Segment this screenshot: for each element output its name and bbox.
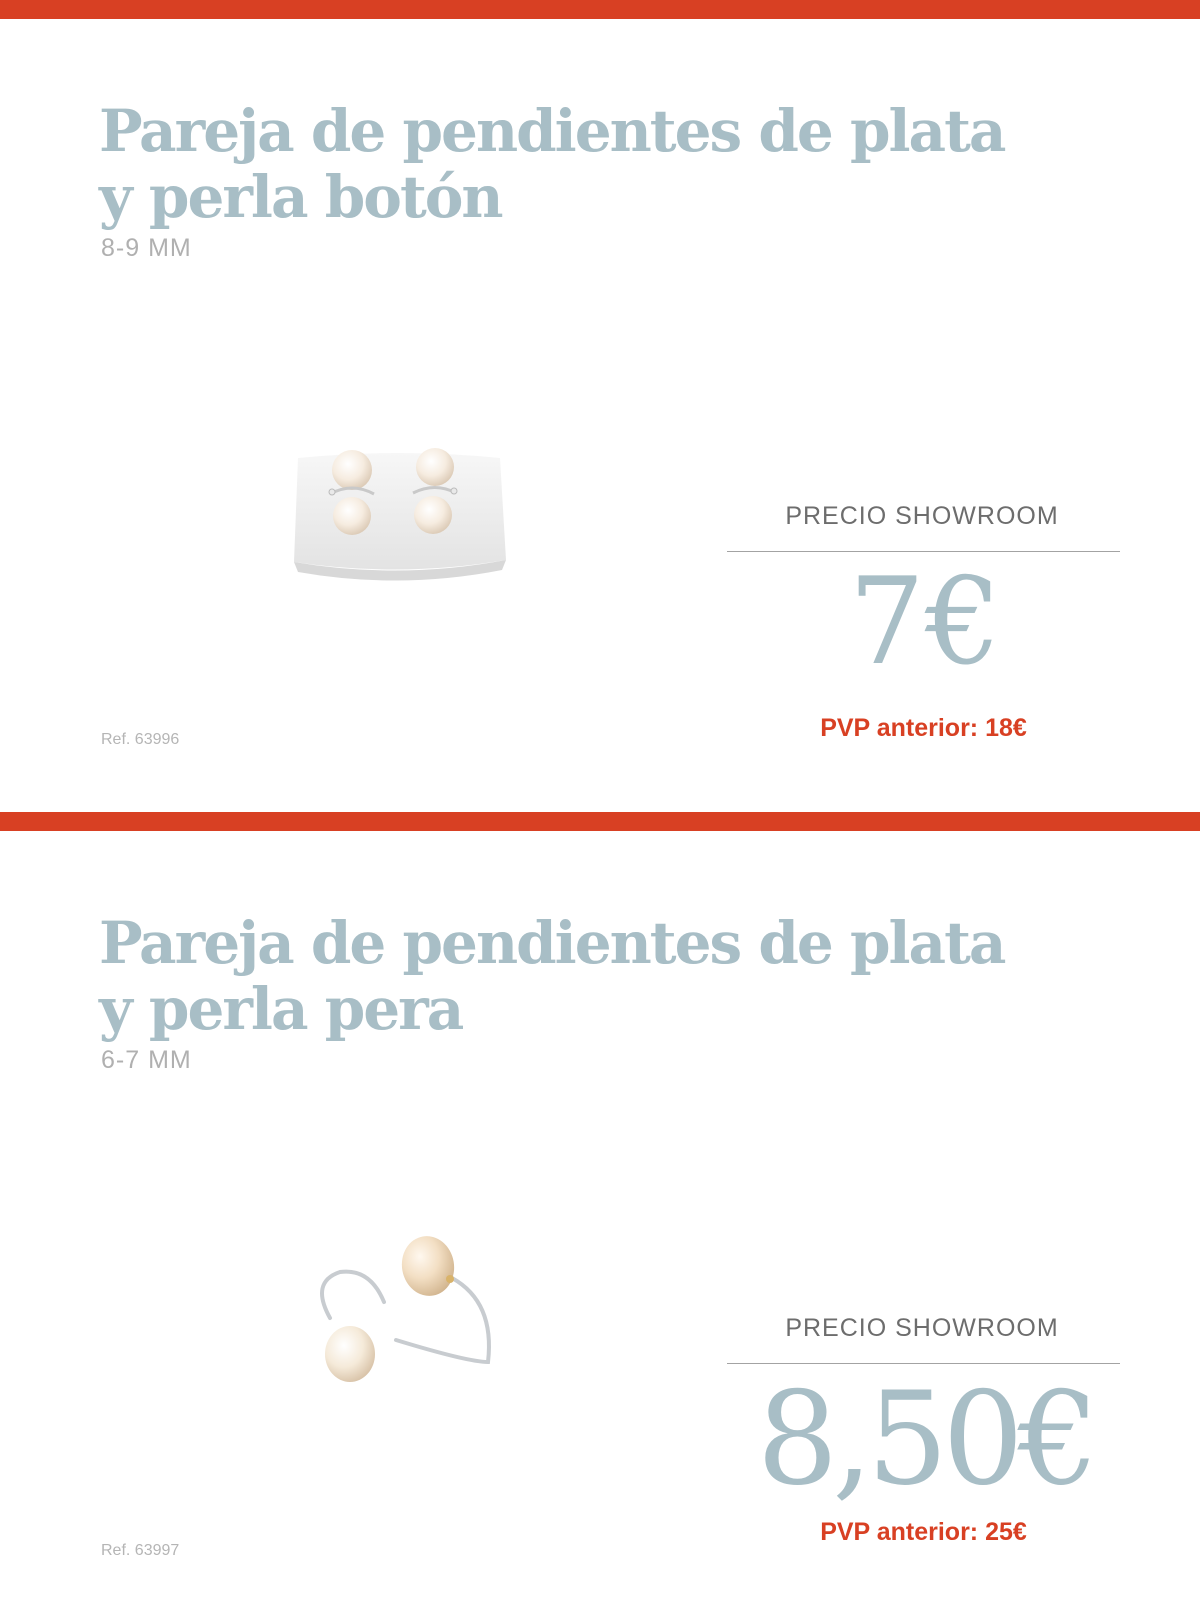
price-divider [727, 1363, 1120, 1364]
product-size: 8-9 MM [101, 234, 192, 262]
product-title-line-1: Pareja de pendientes de plata [99, 97, 1005, 165]
product-title-line-2: y perla pera [99, 975, 463, 1043]
product-title [99, 909, 1005, 1043]
product-card [0, 0, 1200, 790]
precio-showroom-label: PRECIO SHOWROOM [785, 502, 1059, 530]
product-photo [280, 430, 540, 605]
product-reference: Ref. 63997 [101, 1542, 180, 1559]
product-title-line-2: y perla botón [99, 163, 502, 231]
previous-price: PVP anterior: 18€ [820, 714, 1027, 742]
previous-price: PVP anterior: 25€ [820, 1518, 1027, 1546]
product-title-line-1: Pareja de pendientes de plata [99, 909, 1005, 977]
showroom-price: 8,50€ [756, 1365, 1094, 1514]
precio-showroom-label: PRECIO SHOWROOM [785, 1314, 1059, 1342]
price-divider [727, 551, 1120, 552]
product-card [0, 812, 1200, 1602]
showroom-price: 7€ [848, 553, 1002, 692]
product-title [99, 97, 1005, 231]
product-photo [300, 1232, 530, 1412]
product-reference: Ref. 63996 [101, 731, 180, 748]
product-size: 6-7 MM [101, 1046, 192, 1074]
